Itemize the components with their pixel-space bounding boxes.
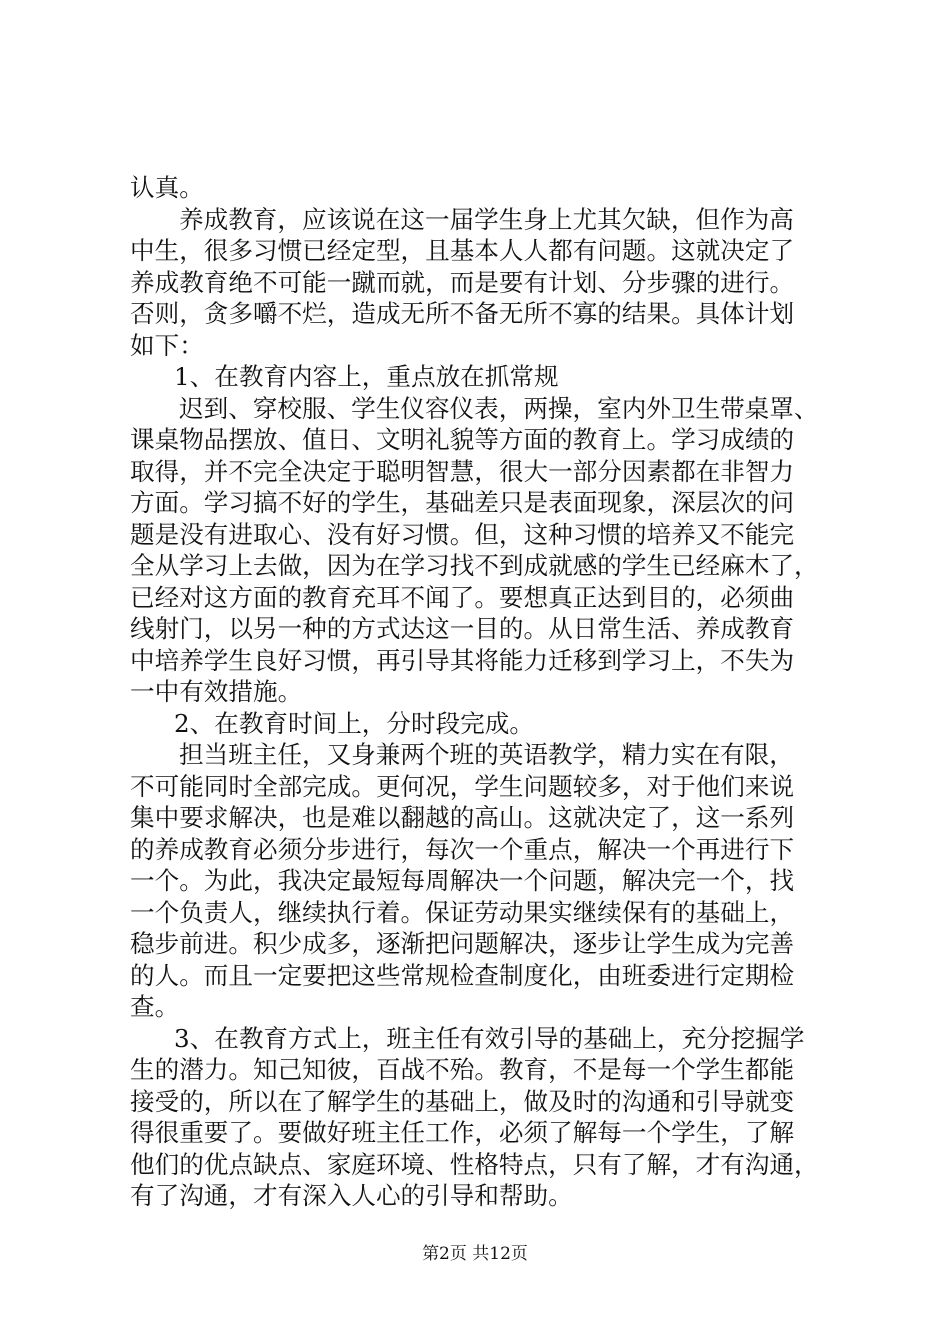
document-body — [130, 172, 830, 1212]
text-line: 不可能同时全部完成。更何况，学生问题较多，对于他们来说 — [130, 771, 795, 801]
text-line: 的养成教育必须分步进行，每次一个重点，解决一个再进行下 — [130, 834, 795, 864]
text-line: 一中有效措施。 — [130, 677, 303, 706]
text-line: 查。 — [130, 992, 180, 1021]
text-line: 得很重要了。要做好班主任工作，必须了解每一个学生，了解 — [130, 1118, 795, 1147]
text-line: 否则，贪多嚼不烂，造成无所不备无所不寡的结果。具体计划 — [130, 299, 795, 328]
text-line: 一个负责人，继续执行着。保证劳动果实继续保有的基础上， — [130, 897, 795, 927]
section-heading-3: 3、在教育方式上，班主任有效引导的基础上，充分挖掘学 — [174, 1023, 805, 1053]
text-line: 如下： — [130, 330, 204, 360]
text-line: 课桌物品摆放、值日、文明礼貌等方面的教育上。学习成绩的 — [130, 425, 795, 454]
text-line: 认真。 — [130, 173, 204, 202]
text-line: 线射门，以另一种的方式达这一目的。从日常生活、养成教育 — [130, 614, 795, 643]
text-line: 稳步前进。积少成多，逐渐把问题解决，逐步让学生成为完善 — [130, 929, 795, 958]
text-line: 集中要求解决，也是难以翻越的高山。这就决定了，这一系列 — [130, 803, 795, 832]
section-heading-2: 2、在教育时间上，分时段完成。 — [174, 708, 534, 738]
text-line: 题是没有进取心、没有好习惯。但，这种习惯的培养又不能完 — [130, 519, 795, 549]
text-line: 取得，并不完全决定于聪明智慧，很大一部分因素都在非智力 — [130, 456, 795, 486]
text-line: 全从学习上去做，因为在学习找不到成就感的学生已经麻木了， — [130, 551, 819, 580]
text-line: 已经对这方面的教育充耳不闻了。要想真正达到目的，必须曲 — [130, 582, 795, 612]
text-line: 中培养学生良好习惯，再引导其将能力迁移到学习上，不失为 — [130, 645, 795, 675]
text-line: 他们的优点缺点、家庭环境、性格特点，只有了解，才有沟通， — [130, 1149, 819, 1179]
text-line: 有了沟通，才有深入人心的引导和帮助。 — [130, 1181, 573, 1210]
paragraph-start-line: 担当班主任，又身兼两个班的英语教学，精力实在有限， — [179, 740, 794, 769]
text-line: 接受的，所以在了解学生的基础上，做及时的沟通和引导就变 — [130, 1086, 795, 1116]
section-heading-1: 1、在教育内容上，重点放在抓常规 — [174, 362, 559, 391]
page-number: 第2页 共12页 — [422, 1244, 528, 1264]
text-line: 方面。学习搞不好的学生，基础差只是表面现象，深层次的问 — [130, 488, 795, 517]
text-line: 的人。而且一定要把这些常规检查制度化，由班委进行定期检 — [130, 960, 795, 990]
text-line: 生的潜力。知己知彼，百战不殆。教育，不是每一个学生都能 — [130, 1055, 795, 1084]
paragraph-start-line: 迟到、穿校服、学生仪容仪表，两操，室内外卫生带桌罩、 — [179, 393, 819, 423]
text-line: 中生，很多习惯已经定型，且基本人人都有问题。这就决定了 — [130, 236, 795, 265]
page-footer — [0, 1244, 950, 1264]
text-line: 养成教育绝不可能一蹴而就，而是要有计划、分步骤的进行。 — [130, 267, 795, 297]
text-line: 一个。为此，我决定最短每周解决一个问题，解决完一个，找 — [130, 866, 795, 895]
paragraph-start-line: 养成教育，应该说在这一届学生身上尤其欠缺，但作为高 — [179, 204, 794, 234]
